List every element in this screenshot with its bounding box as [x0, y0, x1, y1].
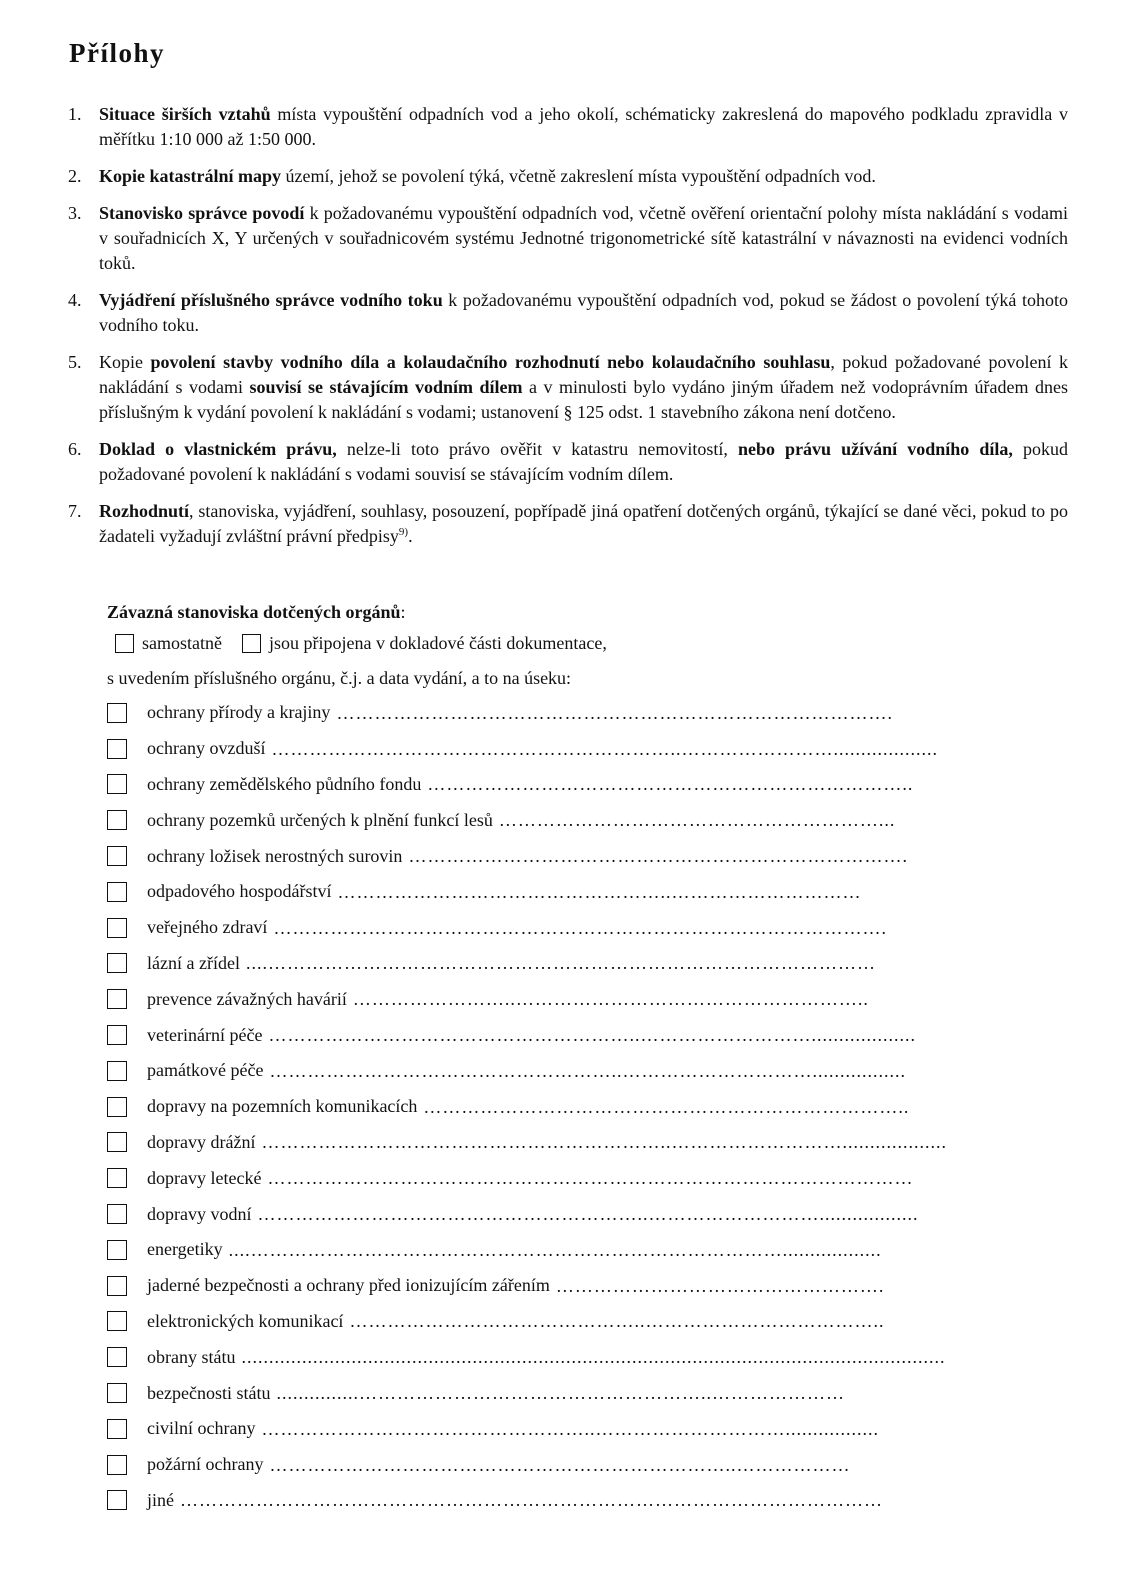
- checkbox[interactable]: [107, 846, 127, 866]
- attachment-plain-text: místa vypouštění odpadních vod a jeho okolí, schématicky zakreslená do mapového podkladu zpravidla v měřítku 1:10 000 až 1:50 000.: [99, 104, 1068, 149]
- checkbox[interactable]: [107, 989, 127, 1009]
- checkbox[interactable]: [107, 918, 127, 938]
- attachment-bold-text: Situace širších vztahů: [99, 104, 271, 124]
- binding-opinions-options: [107, 633, 1087, 654]
- checkbox-separate[interactable]: [115, 634, 134, 653]
- fill-in-dotted-line[interactable]: …………………………………………………………………..: [427, 775, 914, 794]
- checklist-row: [107, 1375, 1062, 1411]
- attachment-item: [68, 164, 1068, 189]
- fill-in-dotted-line[interactable]: …………………………………………………………………………………………: [267, 1169, 914, 1188]
- attachment-item: [68, 499, 1068, 549]
- checklist-label: bezpečnosti státu: [147, 1382, 271, 1403]
- attachment-text: [99, 350, 1068, 425]
- attachments-list: [68, 102, 1068, 561]
- attachment-bold-text: souvisí se stávajícím vodním dílem: [249, 377, 523, 397]
- checklist-row: [107, 1053, 1062, 1089]
- attachment-number: 4.: [68, 290, 82, 310]
- fill-in-dotted-line[interactable]: …………………………………………………………………………………………………: [180, 1491, 883, 1510]
- checklist-label: jaderné bezpečnosti a ochrany před ionizujícím zářením: [147, 1275, 550, 1296]
- checklist-label: dopravy letecké: [147, 1167, 262, 1188]
- checklist-row: [107, 1125, 1062, 1161]
- checklist-row: [107, 1089, 1062, 1125]
- attachment-bold-text: Stanovisko správce povodí: [99, 203, 305, 223]
- checklist-label: ochrany ovzduší: [147, 738, 266, 759]
- checkbox[interactable]: [107, 1455, 127, 1475]
- checklist-row: [107, 910, 1062, 946]
- binding-opinions-heading-text: Závazná stanoviska dotčených orgánů: [107, 602, 401, 622]
- attachment-item: [68, 201, 1068, 276]
- checklist-row: [107, 1447, 1062, 1483]
- checkbox[interactable]: [107, 1061, 127, 1081]
- checklist-label: dopravy vodní: [147, 1203, 252, 1224]
- checklist-row: [107, 838, 1062, 874]
- attachment-number: 7.: [68, 501, 82, 521]
- attachment-number: 1.: [68, 104, 82, 124]
- checklist-label: elektronických komunikací: [147, 1310, 344, 1331]
- checkbox[interactable]: [107, 739, 127, 759]
- checklist-label: památkové péče: [147, 1060, 264, 1081]
- checkbox[interactable]: [107, 953, 127, 973]
- attachment-plain-text: Kopie: [99, 352, 151, 372]
- checklist-row: [107, 695, 1062, 731]
- fill-in-dotted-line[interactable]: ....…………………………………………………………………………..................: [228, 1240, 882, 1259]
- checklist-row: [107, 946, 1062, 982]
- attachment-plain-text: , pokud požadované povolení k nakládání s vodami: [99, 352, 1069, 397]
- fill-in-dotted-line[interactable]: …………………………………………………………………….: [408, 847, 908, 866]
- option-separate-label: samostatně: [142, 633, 222, 653]
- checklist-label: ochrany zemědělského půdního fondu: [147, 773, 422, 794]
- attachment-text: [99, 437, 1068, 487]
- fill-in-dotted-line[interactable]: ................................................................................................................................: [241, 1348, 946, 1367]
- attachment-bold-text: Rozhodnutí: [99, 501, 190, 521]
- checklist-row: [107, 802, 1062, 838]
- checklist-row: [107, 767, 1062, 803]
- checklist-label: obrany státu: [147, 1346, 236, 1367]
- attachment-text: [99, 201, 1068, 276]
- checklist-label: energetiky: [147, 1239, 223, 1260]
- fill-in-dotted-line[interactable]: ……………………………………………..………………………….................: [261, 1419, 879, 1438]
- page-title: Přílohy: [69, 38, 165, 68]
- checkbox[interactable]: [107, 1383, 127, 1403]
- checklist-label: ochrany přírody a krajiny: [147, 702, 331, 723]
- checklist-label: dopravy drážní: [147, 1131, 256, 1152]
- option-attached[interactable]: [234, 633, 607, 654]
- attachment-item: [68, 350, 1068, 425]
- attachment-item: [68, 288, 1068, 338]
- checkbox[interactable]: [107, 1276, 127, 1296]
- checklist-label: civilní ochrany: [147, 1418, 256, 1439]
- checklist-intro: s uvedením příslušného orgánu, č.j. a data vydání, a to na úseku:: [107, 668, 572, 688]
- attachment-text: [99, 499, 1068, 549]
- checklist-row: [107, 1196, 1062, 1232]
- checklist-row: [107, 731, 1062, 767]
- checkbox[interactable]: [107, 1025, 127, 1045]
- footnote-ref: 9): [398, 526, 409, 538]
- attachment-plain-text: k požadovanému vypouštění odpadních vod, pokud se žádost o povolení týká tohoto vodního toku.: [99, 290, 1068, 335]
- checkbox-attached[interactable]: [242, 634, 261, 653]
- attachment-text: [99, 102, 1068, 152]
- checkbox[interactable]: [107, 1132, 127, 1152]
- checklist-row: [107, 1160, 1062, 1196]
- checklist-label: požární ochrany: [147, 1454, 264, 1475]
- authority-checklist: [107, 695, 1062, 1518]
- attachment-plain-text: nelze-li toto právo ověřit v katastru nemovitostí,: [336, 439, 738, 459]
- attachment-plain-text: k požadovanému vypouštění odpadních vod, včetně ověření orientační polohy místa nakládání s vodami v souřadnicích X, Y určených v souřadnicovém systému Jednotné trigonometrické sítě katastrální v návaznosti na evidenci vodních toků.: [99, 203, 1068, 273]
- fill-in-dotted-line[interactable]: …………………………………………………………………..: [423, 1097, 910, 1116]
- fill-in-dotted-line[interactable]: ……………………..………………………………………………..: [352, 990, 869, 1009]
- attachment-plain-text: pokud požadované povolení k nakládání s vodami souvisí se stávajícím vodním dílem.: [99, 439, 1068, 484]
- fill-in-dotted-line[interactable]: ……………………………………………………..………………………..................: [257, 1205, 919, 1224]
- checkbox[interactable]: [107, 1419, 127, 1439]
- checklist-row: [107, 1411, 1062, 1447]
- checklist-label: lázní a zřídel: [147, 952, 240, 973]
- fill-in-dotted-line[interactable]: ....……………………………………………………………………………………: [245, 954, 876, 973]
- attachment-text: [99, 288, 1068, 338]
- checkbox[interactable]: [107, 1097, 127, 1117]
- fill-in-dotted-line[interactable]: ………………………………………………………..……………………...................: [271, 739, 938, 758]
- checklist-label: ochrany pozemků určených k plnění funkcí lesů: [147, 809, 493, 830]
- checklist-row: [107, 1232, 1062, 1268]
- checklist-row: [107, 1017, 1062, 1053]
- attachment-number: 3.: [68, 203, 82, 223]
- attachment-plain-text: a v minulosti bylo vydáno jiným úřadem než vodoprávním úřadem dnes příslušným k vydání povolení k nakládání s vodami; ustanovení § 125 odst. 1 stavebního zákona není dotčeno.: [99, 377, 1068, 422]
- attachment-bold-text: Vyjádření příslušného správce vodního toku: [99, 290, 443, 310]
- fill-in-dotted-line[interactable]: ……………………………………………………...: [498, 811, 896, 830]
- checkbox[interactable]: [107, 1168, 127, 1188]
- attachment-bold-text: Kopie katastrální mapy: [99, 166, 282, 186]
- attachment-text: [99, 164, 1068, 189]
- checklist-label: veterinární péče: [147, 1024, 263, 1045]
- checkbox[interactable]: [107, 882, 127, 902]
- attachment-item: [68, 102, 1068, 152]
- fill-in-dotted-line[interactable]: ...............………………………………………………..…………………: [276, 1384, 845, 1403]
- checklist-row: [107, 874, 1062, 910]
- checklist-label: prevence závažných havárií: [147, 988, 347, 1009]
- checklist-row: [107, 981, 1062, 1017]
- attachment-number: 2.: [68, 166, 82, 186]
- fill-in-dotted-line[interactable]: …………………………………………………………………………….: [336, 703, 893, 722]
- attachment-number: 6.: [68, 439, 82, 459]
- option-separate[interactable]: [107, 633, 222, 654]
- checklist-row: [107, 1483, 1062, 1519]
- attachment-number: 5.: [68, 352, 82, 372]
- fill-in-dotted-line[interactable]: ………………………………………………………..………………………...................: [261, 1133, 947, 1152]
- fill-in-dotted-line[interactable]: …………………………………………….: [555, 1276, 885, 1295]
- checkbox[interactable]: [107, 1490, 127, 1510]
- checkbox[interactable]: [107, 1240, 127, 1260]
- binding-opinions-heading: [107, 602, 1087, 623]
- attachment-plain-text: .: [408, 526, 413, 546]
- attachment-plain-text: , stanoviska, vyjádření, souhlasy, posouzení, popřípadě jiná opatření dotčených orgánů, týkající se dané věci, pokud to po žadateli vyžadují zvláštní právní předpisy: [99, 501, 1068, 546]
- checklist-label: jiné: [147, 1489, 174, 1510]
- checkbox[interactable]: [107, 703, 127, 723]
- checkbox[interactable]: [107, 1347, 127, 1367]
- attachment-item: [68, 437, 1068, 487]
- binding-opinions-colon: :: [400, 602, 406, 622]
- fill-in-dotted-line[interactable]: ………………………………………………………………..………………: [269, 1455, 851, 1474]
- attachment-bold-text: Doklad o vlastnickém právu,: [99, 439, 337, 459]
- checkbox[interactable]: [107, 774, 127, 794]
- attachment-bold-text: povolení stavby vodního díla a kolaudačního rozhodnutí nebo kolaudačního souhlasu: [150, 352, 831, 372]
- checkbox[interactable]: [107, 1311, 127, 1331]
- checklist-label: ochrany ložisek nerostných surovin: [147, 845, 403, 866]
- fill-in-dotted-line[interactable]: ………………………………………………..………………………….................: [269, 1061, 906, 1080]
- checklist-label: odpadového hospodářství: [147, 881, 332, 902]
- checkbox[interactable]: [107, 1204, 127, 1224]
- fill-in-dotted-line[interactable]: ……………………………………………..…………………………: [337, 882, 862, 901]
- checklist-label: dopravy na pozemních komunikacích: [147, 1096, 418, 1117]
- attachment-bold-text: nebo právu užívání vodního díla,: [737, 439, 1013, 459]
- checkbox[interactable]: [107, 810, 127, 830]
- checklist-row: [107, 1268, 1062, 1304]
- attachment-plain-text: území, jehož se povolení týká, včetně zakreslení místa vypouštění odpadních vod.: [281, 166, 876, 186]
- checklist-label: veřejného zdraví: [147, 917, 268, 938]
- option-attached-label: jsou připojena v dokladové části dokumentace,: [268, 633, 607, 653]
- checklist-row: [107, 1339, 1062, 1375]
- fill-in-dotted-line[interactable]: ………………………………………..………………………………..: [349, 1312, 885, 1331]
- fill-in-dotted-line[interactable]: …………………………………………………………………………………….: [273, 918, 887, 937]
- checklist-row: [107, 1304, 1062, 1340]
- fill-in-dotted-line[interactable]: …………………………………………………..………………………...................: [268, 1026, 916, 1045]
